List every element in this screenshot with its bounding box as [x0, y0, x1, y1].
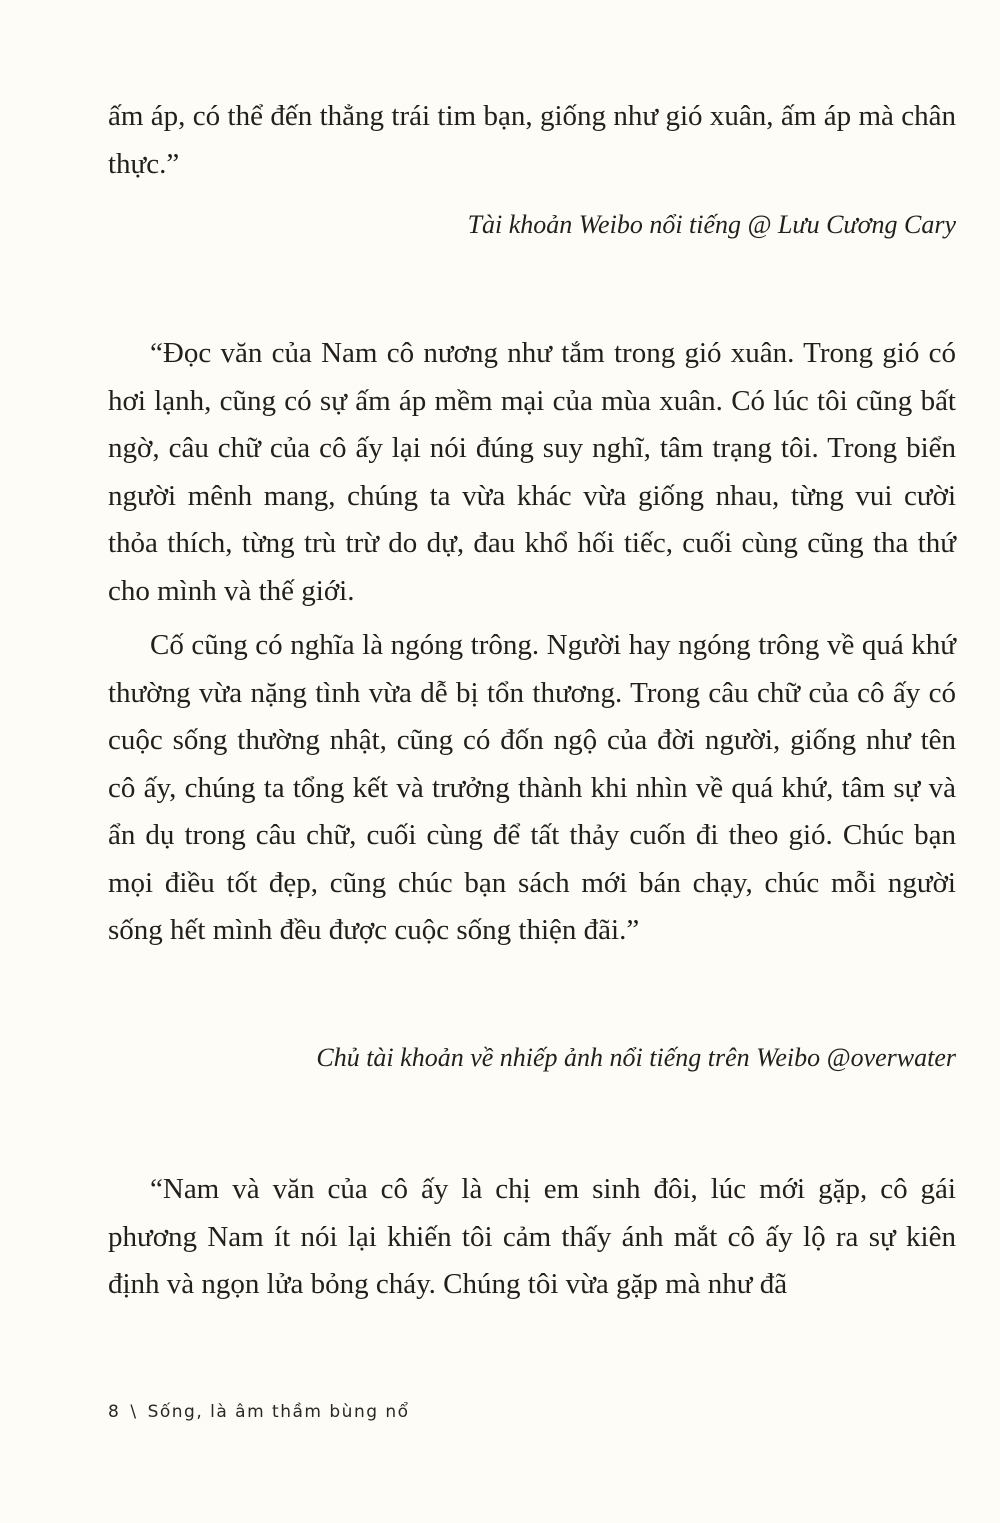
quote-continuation: ấm áp, có thể đến thẳng trái tim bạn, giống như gió xuân, ấm áp mà chân thực.”	[108, 100, 956, 180]
quote-third	[108, 1166, 956, 1309]
footer-separator: \	[130, 1402, 138, 1422]
quote-overwater	[108, 330, 956, 955]
running-title: Sống, là âm thầm bùng nổ	[147, 1402, 410, 1422]
page-number: 8	[108, 1402, 121, 1422]
attribution-liu-cuong-cary: Tài khoản Weibo nổi tiếng @ Lưu Cương Cary	[467, 210, 956, 239]
quote-paragraph: “Nam và văn của cô ấy là chị em sinh đôi, lúc mới gặp, cô gái phương Nam ít nói lại khiến tôi cảm thấy ánh mắt cô ấy lộ ra sự kiên định và ngọn lửa bỏng cháy. Chúng tôi vừa gặp mà như đã	[108, 1173, 956, 1300]
continued-quote	[108, 93, 956, 188]
attribution-overwater: Chủ tài khoản về nhiếp ảnh nổi tiếng trên Weibo @overwater	[316, 1043, 956, 1072]
page-footer	[108, 1402, 410, 1422]
quote-paragraph: “Đọc văn của Nam cô nương như tắm trong gió xuân. Trong gió có hơi lạnh, cũng có sự ấm áp mềm mại của mùa xuân. Có lúc tôi cũng bất ngờ, câu chữ của cô ấy lại nói đúng suy nghĩ, tâm trạng tôi. Trong biển người mênh mang, chúng ta vừa khác vừa giống nhau, từng vui cười thỏa thích, từng trù trừ do dự, đau khổ hối tiếc, cuối cùng cũng tha thứ cho mình và thế giới.	[108, 337, 956, 607]
quote-paragraph: Cố cũng có nghĩa là ngóng trông. Người hay ngóng trông về quá khứ thường vừa nặng tình vừa dễ bị tổn thương. Trong câu chữ của cô ấy có cuộc sống thường nhật, cũng có đốn ngộ của đời người, giống như tên cô ấy, chúng ta tổng kết và trưởng thành khi nhìn về quá khứ, tâm sự và ẩn dụ trong câu chữ, cuối cùng để tất thảy cuốn đi theo gió. Chúc bạn mọi điều tốt đẹp, cũng chúc bạn sách mới bán chạy, chúc mỗi người sống hết mình đều được cuộc sống thiện đãi.”	[108, 629, 956, 946]
